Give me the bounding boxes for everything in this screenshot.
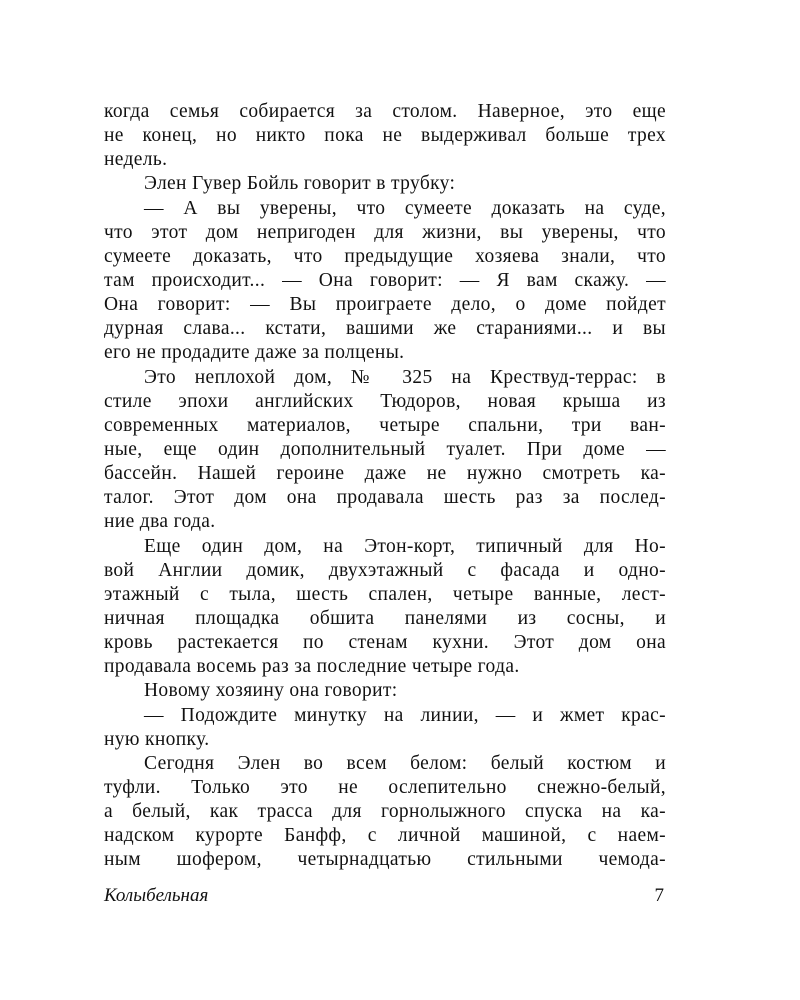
text-line: сумеете доказать, что предыдущие хозяева знали, что xyxy=(104,245,666,267)
running-title: Колыбельная xyxy=(104,885,209,906)
text-line: ние два года. xyxy=(104,511,216,533)
text-line: современных материалов, четыре спальни, три ван- xyxy=(104,414,666,436)
page-number: 7 xyxy=(654,885,664,906)
text-line: надском курорте Банфф, с личной машиной, с наем- xyxy=(104,825,666,847)
text-line: ным шофером, четырнадцатью стильными чемода- xyxy=(104,849,666,871)
text-line: когда семья собирается за столом. Наверное, это еще xyxy=(104,101,666,122)
text-line: дурная слава... кстати, вашими же стараниями... и вы xyxy=(104,318,666,340)
text-line: туфли. Только это не ослепительно снежно-белый, xyxy=(104,776,666,798)
text-line: что этот дом непригоден для жизни, вы уверены, что xyxy=(104,221,666,243)
text-line: его не продадите даже за полцены. xyxy=(104,342,405,364)
text-line: Еще один дом, на Этон-корт, типичный для Но- xyxy=(144,535,666,557)
text-line: вой Англии домик, двухэтажный с фасада и одно- xyxy=(104,559,666,581)
text-line: ную кнопку. xyxy=(104,728,210,750)
text-line: недель. xyxy=(104,149,168,171)
text-line: Она говорит: — Вы проиграете дело, о доме пойдет xyxy=(104,294,666,316)
text-line: Сегодня Элен во всем белом: белый костюм и xyxy=(144,752,666,774)
text-line: кровь растекается по стенам кухни. Этот дом она xyxy=(104,632,666,654)
text-line: Элен Гувер Бойль говорит в трубку: xyxy=(144,173,456,195)
text-line: Это неплохой дом, № 325 на Крествуд-террас: в xyxy=(144,366,666,388)
text-line: Новому хозяину она говорит: xyxy=(144,680,398,702)
text-line: там происходит... — Она говорит: — Я вам скажу. — xyxy=(104,269,666,291)
text-line: стиле эпохи английских Тюдоров, новая крыша из xyxy=(104,390,666,412)
text-line: ничная площадка обшита панелями из сосны, и xyxy=(104,607,666,629)
text-line: — Подождите минутку на линии, — и жмет крас- xyxy=(144,704,666,726)
text-line: а белый, как трасса для горнолыжного спуска на ка- xyxy=(104,801,666,823)
page-body xyxy=(104,100,666,873)
text-line: — А вы уверены, что сумеете доказать на суде, xyxy=(144,197,666,219)
text-line: этажный с тыла, шесть спален, четыре ванные, лест- xyxy=(104,583,666,605)
text-line: продавала восемь раз за последние четыре года. xyxy=(104,656,520,678)
text-line: талог. Этот дом она продавала шесть раз за послед- xyxy=(104,487,666,509)
text-line: не конец, но никто пока не выдерживал больше трех xyxy=(104,125,666,147)
text-line: ные, еще один дополнительный туалет. При доме — xyxy=(104,438,666,460)
text-line: бассейн. Нашей героине даже не нужно смотреть ка- xyxy=(104,463,666,485)
